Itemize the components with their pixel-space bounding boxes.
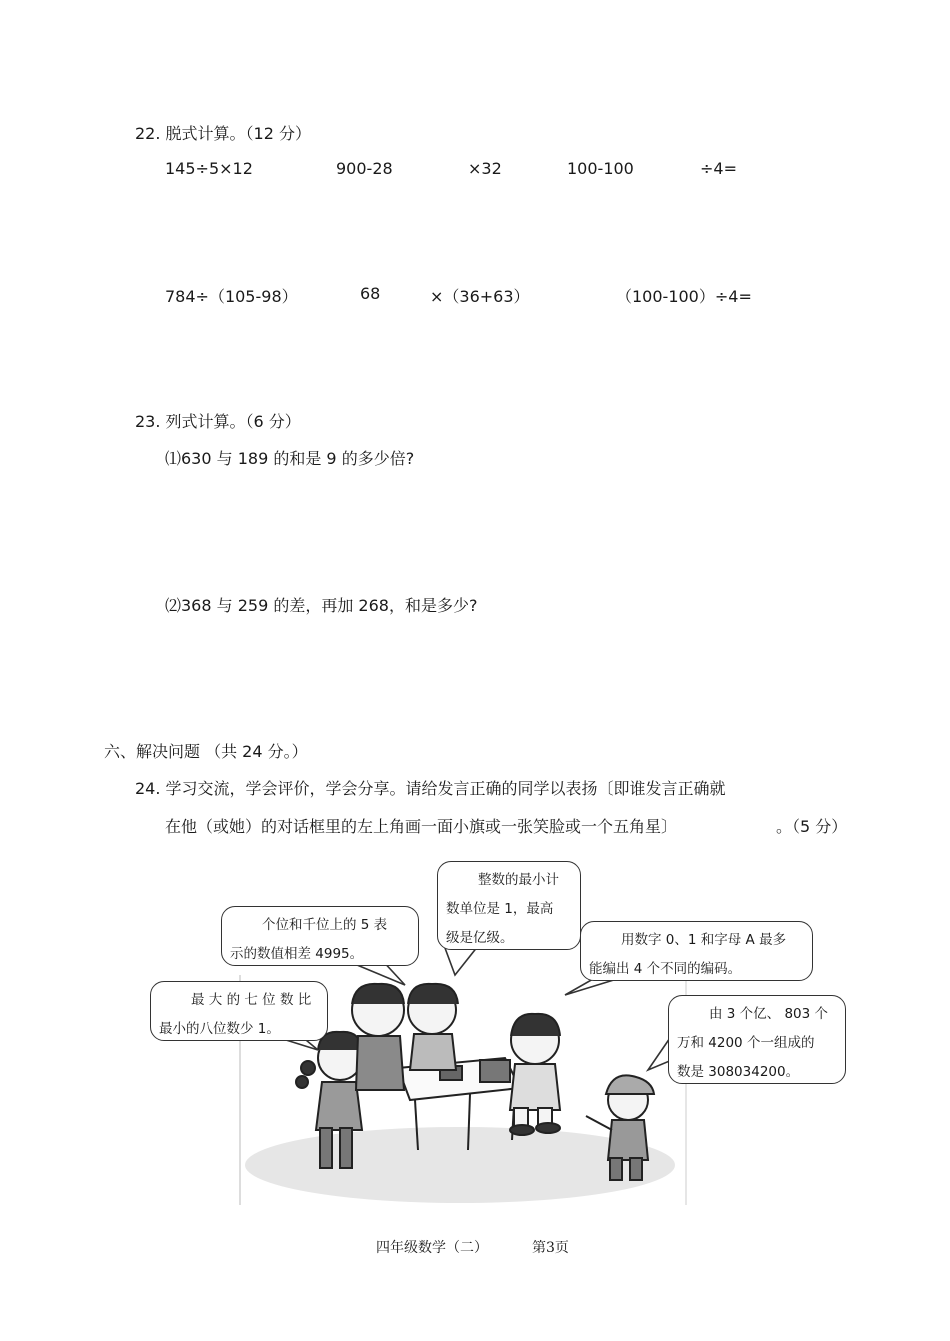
q24-score: 。（5 分）: [776, 817, 848, 836]
child-boy-right: [480, 1014, 560, 1135]
footer-subject: 四年级数学（二）: [376, 1240, 488, 1256]
child-boy-middle: [352, 984, 404, 1090]
q22-title: 22. 脱式计算。（12 分）: [135, 124, 311, 143]
q24-line-2: 在他（或她）的对话框里的左上角画一面小旗或一张笑脸或一个五角星〕: [165, 817, 678, 836]
bubble-integer-units: 整数的最小计 数单位是 1，最高 级是亿级。: [437, 861, 581, 950]
q22-expr-3a: 100-100: [567, 159, 634, 178]
q22-expr-1: 145÷5×12: [165, 159, 253, 178]
bubble-number-composition: 由 3 个亿、 803 个 万和 4200 个一组成的 数是 308034200。: [668, 995, 846, 1084]
q23-part-1: ⑴630 与 189 的和是 9 的多少倍?: [165, 449, 415, 468]
q22-expr-3b: ÷4=: [700, 159, 737, 178]
section6-title: 六、解决问题 （共 24 分。）: [104, 742, 308, 761]
q22-expr-5b: ×（36+63）: [430, 287, 530, 306]
q22-expr-2a: 900-28: [336, 159, 393, 178]
q23-part-2: ⑵368 与 259 的差，再加 268，和是多少?: [165, 596, 478, 615]
q24-line-1: 24. 学习交流，学会评价，学会分享。请给发言正确的同学以表扬〔即谁发言正确就: [135, 779, 726, 798]
bubble-place-values: 个位和千位上的 5 表 示的数值相差 4995。: [221, 906, 419, 966]
q23-title: 23. 列式计算。（6 分）: [135, 412, 301, 431]
q22-expr-2b: ×32: [468, 159, 502, 178]
q22-expr-4: 784÷（105-98）: [165, 287, 298, 306]
q22-expr-6: （100-100）÷4=: [616, 287, 752, 306]
child-girl-middle: [408, 984, 458, 1070]
bubble-seven-digit: 最 大 的 七 位 数 比 最小的八位数少 1。: [150, 981, 328, 1041]
q22-expr-5a: 68: [360, 284, 381, 303]
bubble-codes: 用数字 0、1 和字母 A 最多 能编出 4 个不同的编码。: [580, 921, 813, 981]
footer-page-number: 第3页: [532, 1240, 569, 1256]
